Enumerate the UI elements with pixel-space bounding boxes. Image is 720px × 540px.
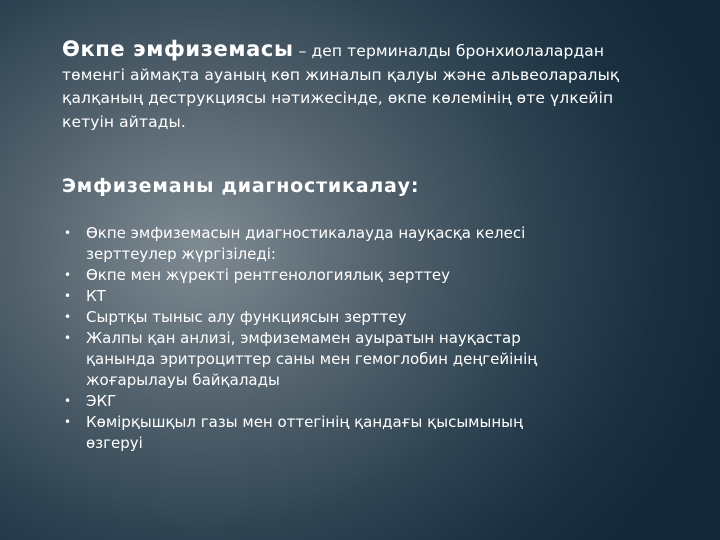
list-item [62,286,562,307]
list-item-text: Көмірқышқыл газы мен оттегінің қандағы қысымының өзгеруі [86,413,523,452]
bullet-icon: • [64,310,72,324]
definition-term: Өкпе эмфиземасы [62,37,294,61]
list-item [62,412,562,454]
bullet-icon: • [64,226,72,240]
list-item-text: КТ [86,287,106,305]
bullet-icon: • [64,331,72,345]
definition-text: деп терминалды бронхиолалардан төменгі аймақта ауаның көп жиналып қалуы және альвеоларалық қалқаның деструкциясы нәтижесінде, өкпе көлемінің өте үлкейіп кетуін айтады. [62,42,620,131]
definition-separator: – [293,42,312,60]
list-item [62,223,562,265]
list-item [62,307,562,328]
diagnostics-list [62,223,562,454]
list-item-text: ЭКГ [86,392,117,410]
list-item-text: Жалпы қан анлизі, эмфиземамен ауыратын науқастар қанында эритроциттер саны мен гемоглобин деңгейінің жоғарылауы байқалады [86,329,538,389]
list-item-text: Өкпе мен жүректі рентгенологиялық зерттеу [86,266,451,284]
list-item-text: Сыртқы тыныс алу функциясын зерттеу [86,308,407,326]
list-item [62,391,562,412]
list-item [62,265,562,286]
bullet-icon: • [64,289,72,303]
section-heading: Эмфиземаны диагностикалау: [62,175,420,197]
bullet-icon: • [64,415,72,429]
bullet-icon: • [64,268,72,282]
list-item-text: Өкпе эмфиземасын диагностикалауда науқасқа келесі зерттеулер жүргізіледі: [86,224,526,263]
list-item [62,328,562,391]
definition-paragraph [62,38,642,134]
bullet-icon: • [64,394,72,408]
